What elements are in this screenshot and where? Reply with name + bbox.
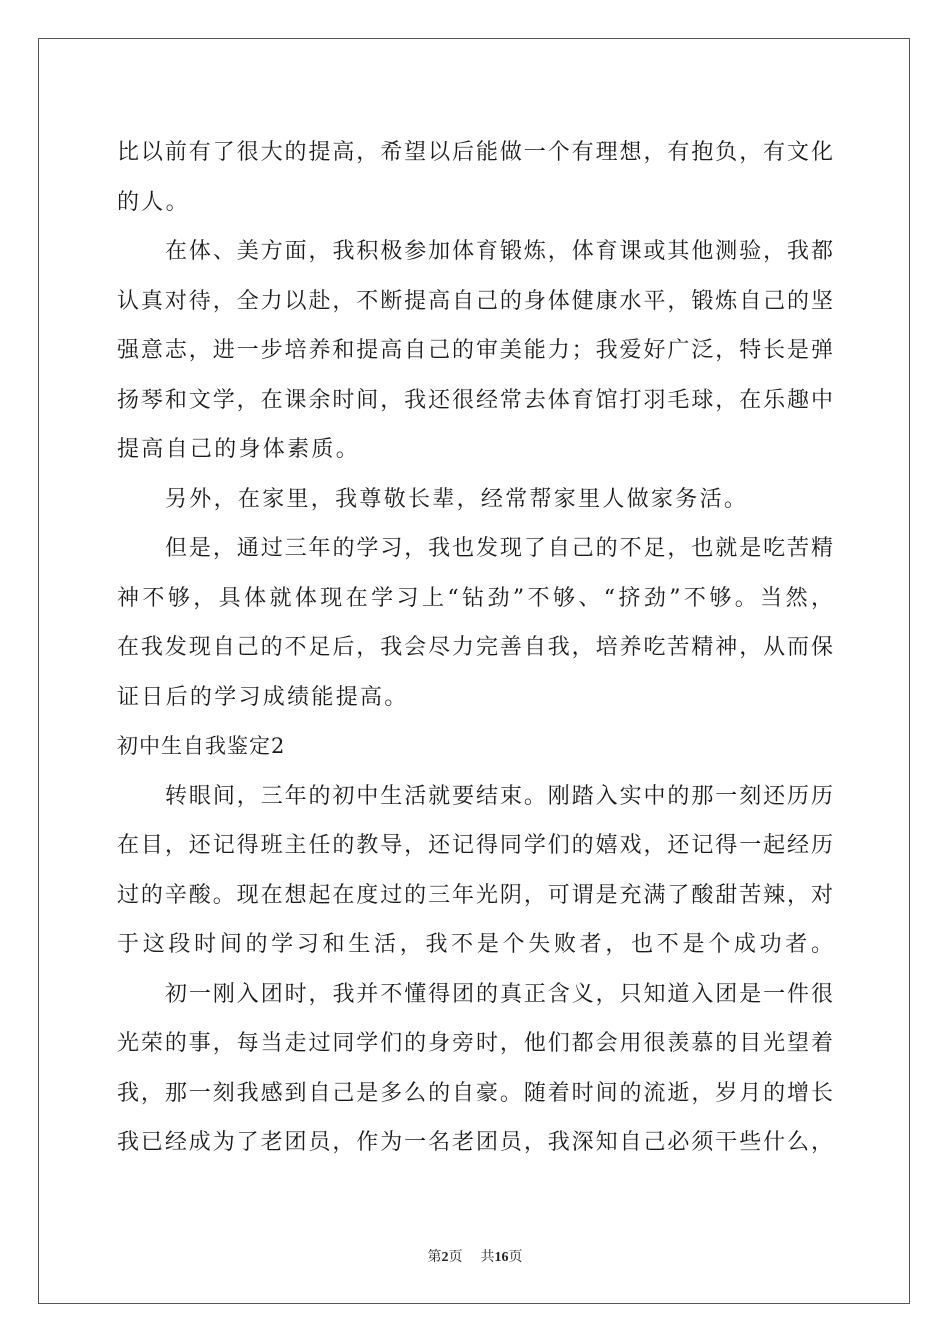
text-line: 在我发现自己的不足后，我会尽力完善自我，培养吃苦精神，从而保 [117,635,833,660]
section-heading: 初中生自我鉴定2 [117,734,286,758]
text-line: 我，那一刻我感到自己是多么的自豪。随着时间的流逝，岁月的增长 [117,1080,833,1106]
text-line: 在目，还记得班主任的教导，还记得同学们的嬉戏，还记得一起经历 [117,833,833,858]
text-line: 强意志，进一步培养和提高自己的审美能力；我爱好广泛，特长是弹 [117,338,833,363]
text-line: 比以前有了很大的提高，希望以后能做一个有理想，有抱负，有文化 [117,140,833,165]
text-line: 光荣的事，每当走过同学们的身旁时，他们都会用很羡慕的目光望着 [117,1031,833,1056]
document-body [117,128,833,1168]
total-pages: 共16页 [480,1250,523,1265]
paragraph-start-line: 在体、美方面，我积极参加体育锻炼，体育课或其他测验，我都 [165,239,833,264]
text-line: 提高自己的身体素质。 [117,437,361,462]
paragraph-start-line: 但是，通过三年的学习，我也发现了自己的不足，也就是吃苦精 [165,536,833,561]
text-line: 于这段时间的学习和生活，我不是个失败者，也不是个成功者。 [117,932,833,957]
text-line: 扬琴和文学，在课余时间，我还很经常去体育馆打羽毛球，在乐趣中 [117,387,833,413]
text-line: 证日后的学习成绩能提高。 [117,684,409,710]
text-line: 我已经成为了老团员，作为一名老团员，我深知自己必须干些什么， [117,1130,833,1155]
paragraph-start-line: 初一刚入团时，我并不懂得团的真正含义，只知道入团是一件很 [165,981,833,1007]
page-number: 第2页 [427,1250,463,1265]
paragraph-start-line: 转眼间，三年的初中生活就要结束。刚踏入实中的那一刻还历历 [165,783,833,809]
text-line: 认真对待，全力以赴，不断提高自己的身体健康水平，锻炼自己的坚 [117,288,833,314]
text-line: 过的辛酸。现在想起在度过的三年光阴，可谓是充满了酸甜苦辣，对 [117,882,833,908]
page-footer [0,1246,950,1266]
text-line: 神不够，具体就体现在学习上“钻劲”不够、“挤劲”不够。当然， [117,585,833,611]
paragraph-start-line: 另外，在家里，我尊敬长辈，经常帮家里人做家务活。 [165,486,749,512]
text-line: 的人。 [117,189,190,215]
